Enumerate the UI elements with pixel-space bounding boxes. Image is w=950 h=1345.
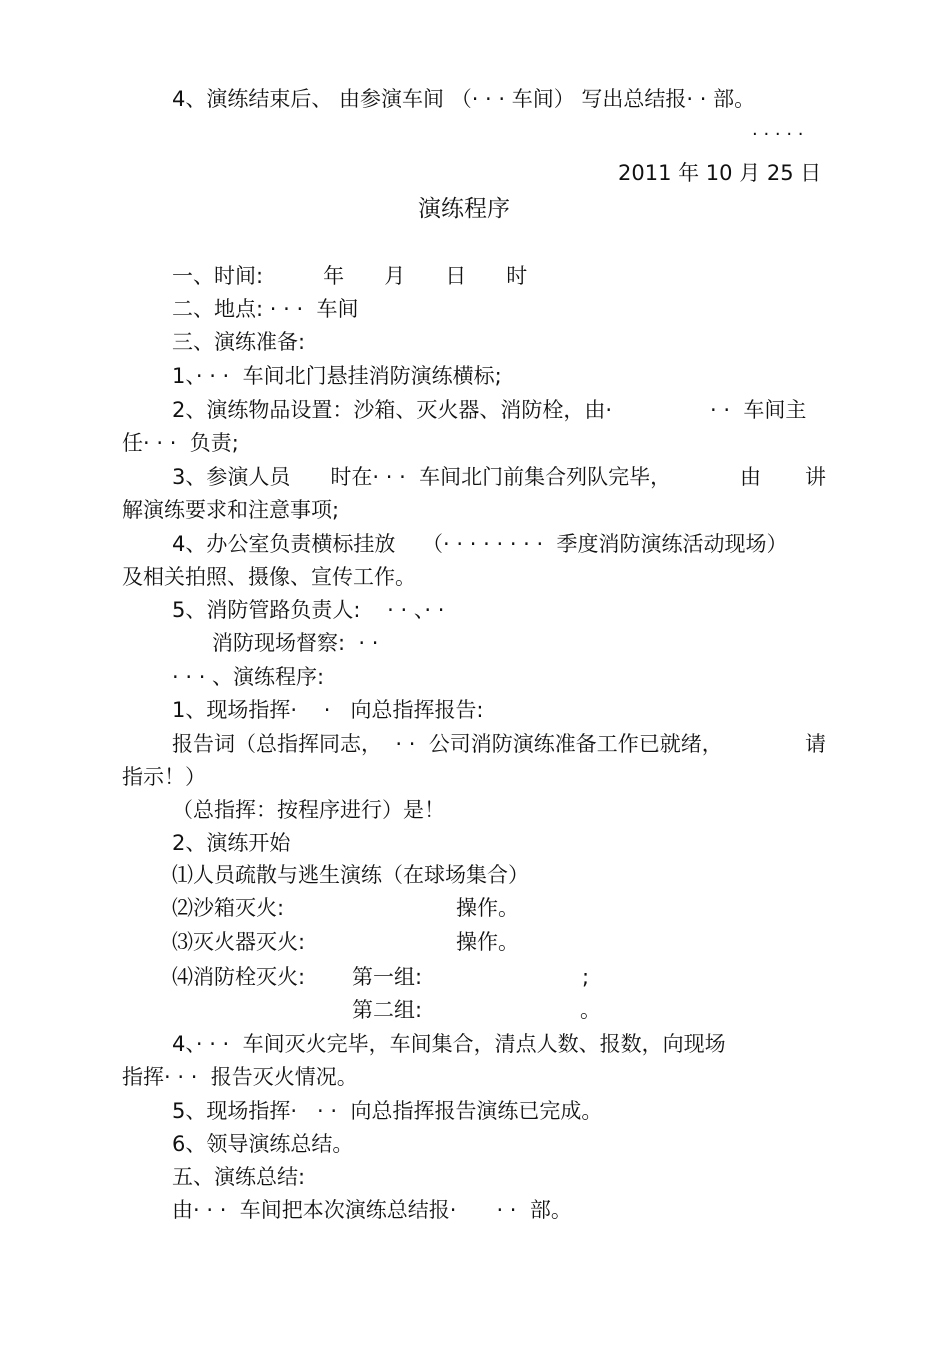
procedure-item-2: 2、演练开始 (172, 831, 291, 855)
item-4-summary-report: 4、演练结束后、 由参演车间 （· · · 车间） 写出总结报· · 部。 (172, 87, 756, 111)
document-date: 2011 年 10 月 25 日 (618, 161, 822, 185)
section-summary-heading: 五、演练总结: (172, 1165, 306, 1189)
prep-item-5: 5、消防管路负责人: · · 、· · (172, 598, 445, 622)
commander-reply: （总指挥：按程序进行）是！ (172, 798, 445, 822)
drill-extinguisher-operate: 操作。 (456, 930, 519, 954)
drill-hydrant: ⑷消防栓灭火: (172, 965, 306, 989)
drill-hydrant-group-1-end: ; (582, 965, 590, 989)
procedure-item-1: 1、现场指挥· · 向总指挥报告: (172, 698, 484, 722)
procedure-item-4-wrap: 指挥· · · 报告灭火情况。 (122, 1065, 358, 1089)
summary-text: 由· · · 车间把本次演练总结报· · · 部。 (172, 1198, 572, 1222)
prep-item-3-explain: 讲 (805, 465, 826, 489)
drill-evacuation: ⑴人员疏散与逃生演练（在球场集合） (172, 863, 529, 887)
section-time: 一、时间: 年 月 日 时 (172, 264, 528, 288)
section-procedure-heading: · · · 、演练程序: (172, 665, 325, 689)
report-text-please: 请 (805, 732, 826, 756)
drill-hydrant-group-2-end: 。 (580, 998, 601, 1022)
drill-sandbox: ⑵沙箱灭火: (172, 896, 285, 920)
ellipsis-dots: · · · · · (752, 124, 804, 145)
prep-item-1: 1、· · · 车间北门悬挂消防演练横标; (172, 364, 502, 388)
drill-hydrant-group-1: 第一组: (352, 965, 423, 989)
report-text-wrap: 指示！） (122, 765, 206, 789)
prep-item-4: 4、办公室负责横标挂放 （· · · · · · · · 季度消防演练活动现场） (172, 532, 788, 556)
section-prep-heading: 三、演练准备: (172, 330, 306, 354)
drill-extinguisher: ⑶灭火器灭火: (172, 930, 306, 954)
prep-item-2: 2、演练物品设置：沙箱、灭火器、消防栓，由· (172, 398, 613, 422)
prep-item-3-wrap: 解演练要求和注意事项; (122, 498, 340, 522)
procedure-item-6: 6、领导演练总结。 (172, 1132, 354, 1156)
prep-item-4-wrap: 及相关拍照、摄像、宣传工作。 (122, 565, 416, 589)
procedure-item-5: 5、现场指挥· · · 向总指挥报告演练已完成。 (172, 1099, 603, 1123)
prep-item-3-by: 由 (740, 465, 761, 489)
prep-item-3: 3、参演人员 时在· · · 车间北门前集合列队完毕， (172, 465, 672, 489)
drill-hydrant-group-2: 第二组: (352, 998, 423, 1022)
report-text: 报告词（总指挥同志， · · 公司消防演练准备工作已就绪， (172, 732, 723, 756)
drill-sandbox-operate: 操作。 (456, 896, 519, 920)
procedure-item-4: 4、· · · 车间灭火完毕，车间集合，清点人数、报数，向现场 (172, 1032, 726, 1056)
prep-item-2-wrap: 任· · · 负责; (122, 431, 239, 455)
prep-item-2-cont: · · 车间主 (710, 398, 807, 422)
page-title: 演练程序 (418, 196, 510, 222)
prep-item-5-supervisor: 消防现场督察: · · (212, 631, 379, 655)
section-place: 二、地点: · · · 车间 (172, 297, 359, 321)
